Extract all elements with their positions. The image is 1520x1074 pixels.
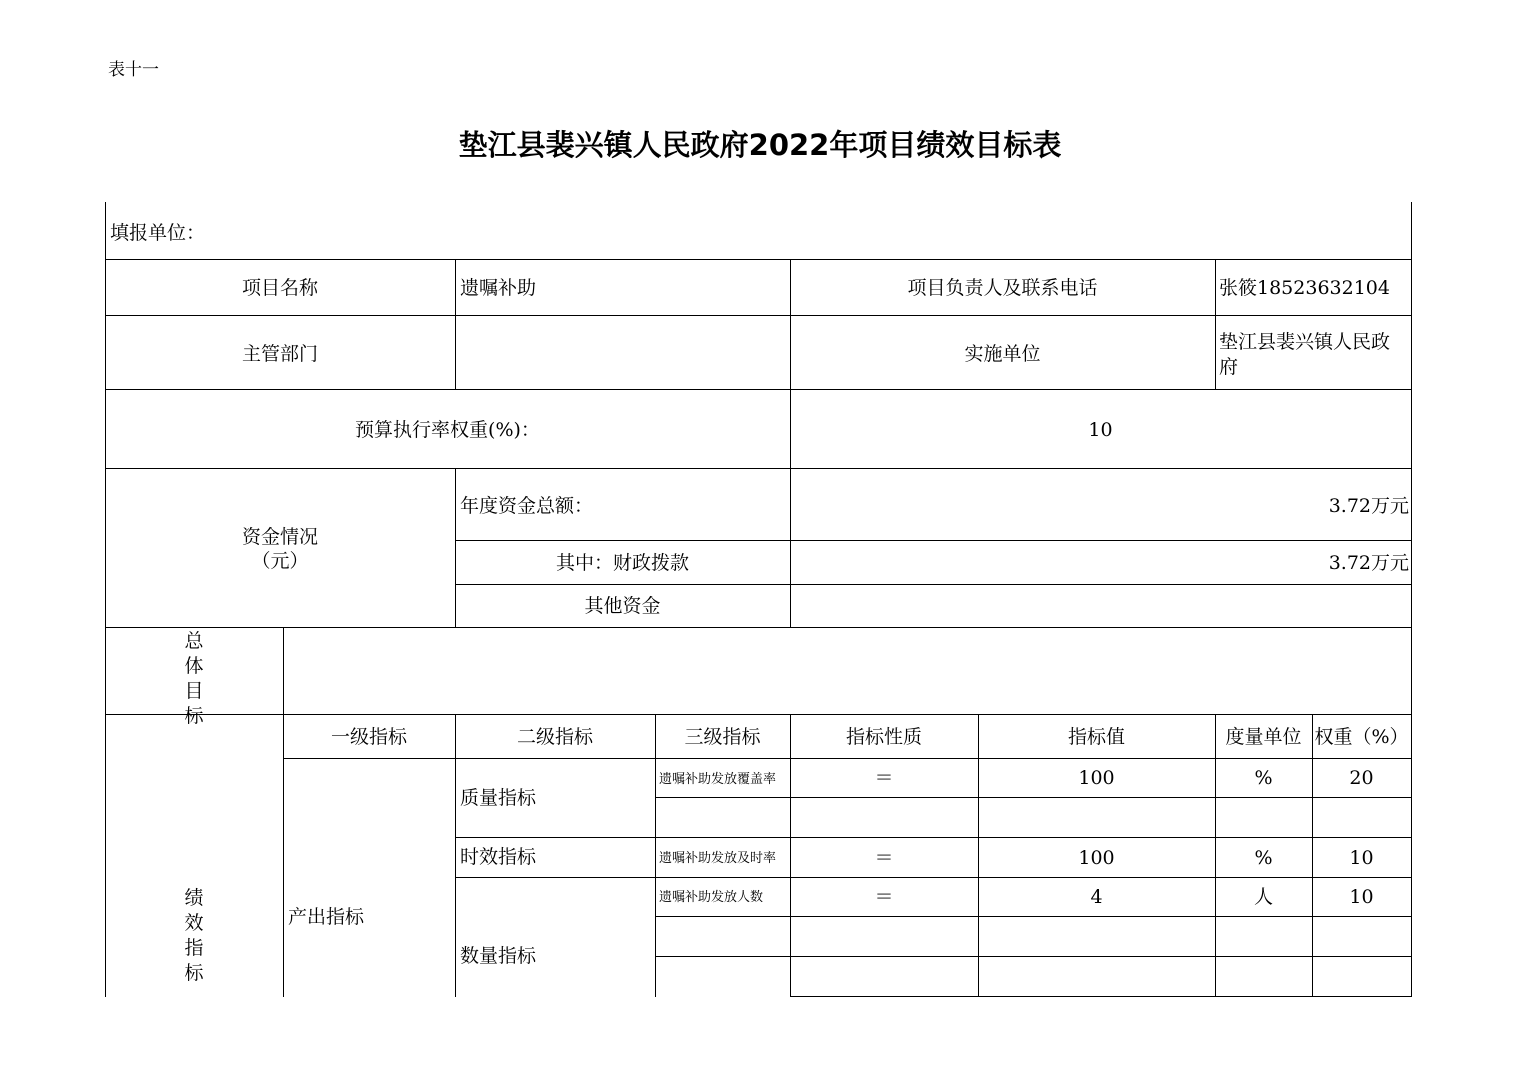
funds-fiscal-value: 3.72万元 [1328,552,1409,574]
level1-output: 产出指标 [288,906,365,928]
row1-value: 100 [1078,767,1115,789]
budget-rate-label: 预算执行率权重(%)： [355,419,540,441]
row3-value: 100 [1078,847,1115,869]
row3-nature: ＝ [874,847,894,869]
row1-nature: ＝ [874,767,894,789]
header-level3: 三级指标 [684,726,761,748]
impl-unit-label: 实施单位 [964,343,1041,365]
overall-goal-cell [105,629,283,727]
project-name-label: 项目名称 [241,277,318,299]
row4-weight: 10 [1349,886,1374,908]
funds-label-line2: （元） [251,550,309,572]
project-leader-value: 张筱18523632104 [1219,277,1390,299]
level2-quantity: 数量指标 [460,945,537,967]
header-weight: 权重（%） [1314,726,1409,748]
header-nature: 指标性质 [845,726,922,748]
funds-label-line1: 资金情况 [241,526,318,548]
level2-quality: 质量指标 [460,787,537,809]
impl-unit-value-line1: 垫江县裴兴镇人民政 [1219,331,1391,353]
row1-unit: % [1254,767,1273,789]
row3-level3: 遗嘱补助发放及时率 [659,851,777,866]
overall-goal-label: 总体目标 [184,630,204,727]
project-leader-label: 项目负责人及联系电话 [907,277,1098,299]
header-level1: 一级指标 [330,726,407,748]
header-level2: 二级指标 [516,726,593,748]
performance-label: 绩效指标 [184,887,204,984]
row3-unit: % [1254,847,1273,869]
funds-fiscal-label: 其中：财政拨款 [555,552,689,574]
row4-value: 4 [1090,886,1103,908]
row1-weight: 20 [1349,767,1374,789]
row1-level3: 遗嘱补助发放覆盖率 [659,772,777,787]
funds-total-label: 年度资金总额： [460,495,594,517]
dept-label: 主管部门 [241,343,318,365]
impl-unit-value-line2: 府 [1219,356,1239,378]
project-name-value: 遗嘱补助 [460,277,537,299]
funds-other-label: 其他资金 [584,595,661,617]
row3-weight: 10 [1349,847,1374,869]
funds-total-value: 3.72万元 [1328,495,1409,517]
row4-level3: 遗嘱补助发放人数 [659,890,764,905]
page-title: 垫江县裴兴镇人民政府2022年项目绩效目标表 [458,128,1062,162]
fill-unit-label: 填报单位： [110,222,206,244]
budget-rate-value: 10 [1088,419,1113,441]
level2-timeliness: 时效指标 [460,846,537,868]
row4-nature: ＝ [874,886,894,908]
header-value: 指标值 [1067,726,1125,748]
header-unit: 度量单位 [1225,726,1302,748]
row4-unit: 人 [1253,886,1273,908]
sheet-label: 表十一 [108,60,159,80]
